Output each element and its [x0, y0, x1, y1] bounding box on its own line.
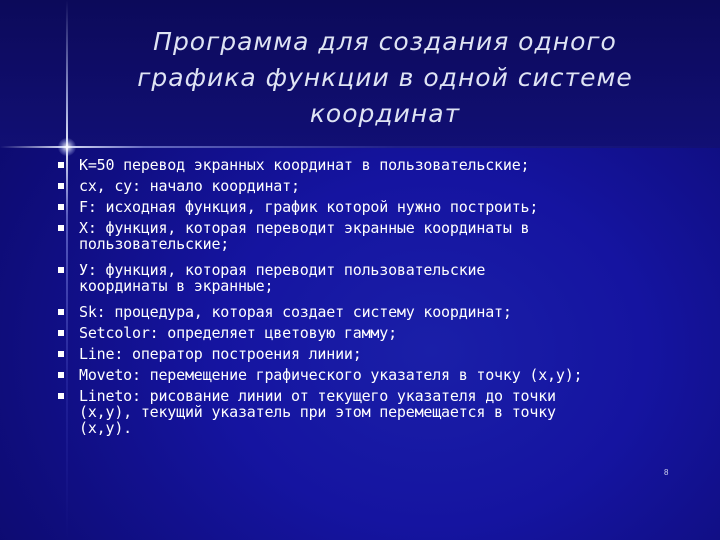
list-item — [0, 367, 720, 388]
list-item — [0, 178, 720, 199]
slide-title — [90, 24, 680, 132]
list-item — [0, 304, 720, 325]
bullet-square-icon — [58, 309, 64, 315]
list-item-text: Setcolor: определяет цветовую гамму; — [79, 324, 397, 342]
list-item — [0, 388, 720, 440]
list-item — [0, 199, 720, 220]
list-item-text: Lineto: рисование линии от текущего указателя до точки (x,y), текущий указатель при этом перемещается в точку (x,y). — [79, 387, 556, 437]
list-item-text: Line: оператор построения линии; — [79, 345, 362, 363]
list-item-text: У: функция, которая переводит пользовательские координаты в экранные; — [79, 261, 486, 295]
bullet-square-icon — [58, 351, 64, 357]
bullet-square-icon — [58, 393, 64, 399]
bullet-square-icon — [58, 162, 64, 168]
list-item-text: Sk: процедура, которая создает систему координат; — [79, 303, 512, 321]
bullet-square-icon — [58, 183, 64, 189]
bullet-square-icon — [58, 225, 64, 231]
list-item — [0, 262, 720, 304]
slide-title-line: координат — [309, 99, 461, 128]
list-item-text: Moveto: перемещение графического указателя в точку (x,y); — [79, 366, 583, 384]
slide-title-line: Программа для создания одного — [153, 27, 617, 56]
list-item-text: X: функция, которая переводит экранные координаты в пользовательские; — [79, 219, 530, 253]
list-item-text: cx, cy: начало координат; — [79, 177, 300, 195]
bullet-square-icon — [58, 330, 64, 336]
list-item-text: K=50 перевод экранных координат в пользовательские; — [79, 156, 530, 174]
sparkle-star-icon — [58, 138, 76, 156]
list-item — [0, 220, 720, 262]
sparkle-line-horizontal — [0, 146, 720, 148]
slide-title-line: графика функции в одной системе — [137, 63, 633, 92]
list-item-text: F: исходная функция, график которой нужно построить; — [79, 198, 539, 216]
page-number: 8 — [664, 468, 669, 477]
list-item — [0, 346, 720, 367]
bullet-square-icon — [58, 204, 64, 210]
bullet-square-icon — [58, 372, 64, 378]
bullet-square-icon — [58, 267, 64, 273]
list-item — [0, 325, 720, 346]
list-item — [0, 157, 720, 178]
bullet-list — [0, 157, 720, 440]
